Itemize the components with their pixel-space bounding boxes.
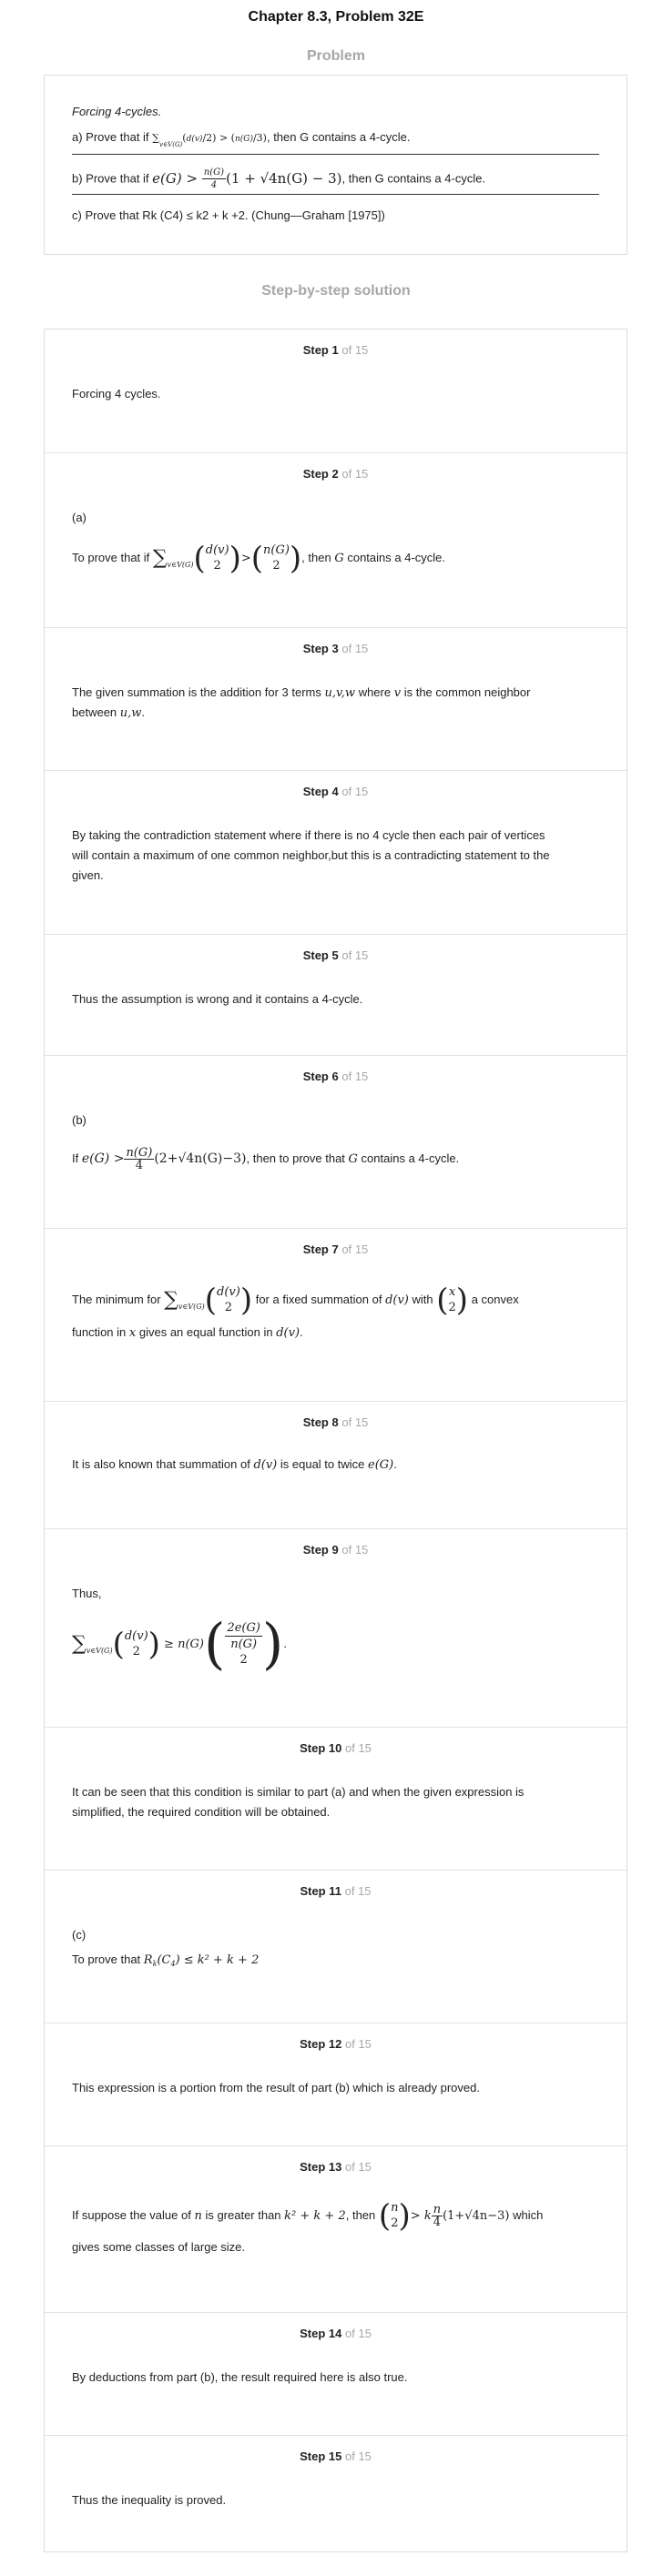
step-text: The given summation is the addition for 3 terms u,v,w where v is the common neighbor [72, 685, 531, 700]
step-text: If suppose the value of n is greater than k² + k + 2, then ( n 2 )> k $\frac{n}{4}$ (1+√4n−3) which [72, 2197, 544, 2235]
solution-box [44, 329, 627, 2552]
step-header: Step 2 of 15 [302, 467, 369, 481]
step-5 [45, 934, 626, 1055]
step-header: Step 3 of 15 [302, 642, 369, 655]
step-7 [45, 1228, 626, 1401]
binomial: ( d(v) 2 ) [112, 1626, 160, 1663]
binomial: ( x 2 ) [436, 1282, 469, 1319]
step-text: Thus the assumption is wrong and it contains a 4-cycle. [72, 992, 363, 1006]
step-header: Step 1 of 15 [302, 343, 369, 357]
step-header: Step 10 of 15 [300, 1741, 372, 1755]
inequality: $R_k(C_4) \le k^2 + k + 2$ [143, 1953, 260, 1968]
step-header: Step 5 of 15 [302, 948, 369, 962]
step-text: Forcing 4 cycles. [72, 387, 161, 401]
step-text: This expression is a portion from the result of part (b) which is already proved. [72, 2081, 480, 2094]
part-a-suffix: , then G contains a 4-cycle. [266, 130, 411, 144]
solution-heading: Step-by-step solution [261, 283, 411, 299]
binomial: ( n 2 ) [378, 2197, 411, 2235]
fraction: $\frac{n}{4}$ [433, 2203, 442, 2230]
step-text: It is also known that summation of d(v) is equal to twice e(G). [72, 1457, 397, 1472]
step-text: simplified, the required condition will be obtained. [72, 1805, 331, 1819]
binomial: ( d(v) 2 ) [204, 1282, 253, 1319]
step-10 [45, 1727, 626, 1870]
step-12 [45, 2023, 626, 2145]
step-text: To prove that if $\sum_{v\in V(G)}$( d(v) 2 )>( n(G) 2 ), then G contains a 4-cycle. [72, 540, 446, 577]
binomial: ( n(G) 2 ) [250, 540, 302, 577]
step-header: Step 4 of 15 [302, 785, 369, 798]
step-text: It can be seen that this condition is similar to part (a) and when the given expression is [72, 1785, 524, 1799]
problem-divider [72, 194, 599, 195]
problem-heading: Problem [306, 48, 365, 64]
step-text: By taking the contradiction statement where if there is no 4 cycle then each pair of vertices [72, 828, 545, 842]
page-title: Chapter 8.3, Problem 32E [248, 9, 424, 25]
problem-intro: Forcing 4-cycles. [72, 105, 162, 118]
problem-divider [72, 154, 599, 155]
step-2 [45, 452, 626, 627]
step-15 [45, 2435, 626, 2553]
step-text: To prove that $R_k(C_4) \le k^2 + k + 2$ [72, 1952, 260, 1968]
problem-box [44, 75, 627, 255]
step-6 [45, 1055, 626, 1228]
step-text: will contain a maximum of one common neighbor,but this is a contradicting statement to the [72, 848, 550, 862]
part-a-prefix: a) Prove that if [72, 130, 149, 144]
step-formula: $\sum_{v\in V(G)}$( d(v) 2 ) ≥ n(G)( 2e(G) n(G) 2 ). [72, 1609, 599, 1686]
step-header: Step 8 of 15 [302, 1415, 369, 1429]
step-header: Step 6 of 15 [302, 1070, 369, 1083]
step-text: By deductions from part (b), the result required here is also true. [72, 2370, 408, 2384]
step-header: Step 9 of 15 [302, 1543, 369, 1557]
step-header: Step 11 of 15 [300, 1884, 372, 1898]
part-b-suffix: , then G contains a 4-cycle. [341, 171, 486, 186]
step-text: The minimum for $\sum_{v\in V(G)}$( d(v) 2 ) for a fixed summation of d(v) with ( x 2 ) a convex [72, 1282, 519, 1319]
step-1 [45, 330, 626, 452]
binomial: ( d(v) 2 ) [193, 540, 241, 577]
step-8 [45, 1401, 626, 1528]
step-text: (b) [72, 1113, 87, 1127]
part-b-prefix: b) Prove that if [72, 171, 149, 186]
step-header: Step 15 of 15 [300, 2449, 372, 2463]
step-11 [45, 1870, 626, 2023]
problem-part-b [72, 167, 599, 191]
step-text: Thus, [72, 1587, 102, 1600]
step-text: If e(G) > $\frac{n(G)}{4}$ (2+√4n(G)−3), then to prove that G contains a 4-cycle. [72, 1146, 460, 1173]
step-text: gives some classes of large size. [72, 2240, 246, 2254]
fraction: $\frac{n(G)}{4}$ [126, 1146, 153, 1173]
step-text: (c) [72, 1928, 87, 1942]
step-9 [45, 1528, 626, 1727]
step-3 [45, 627, 626, 770]
step-text: Thus the inequality is proved. [72, 2493, 227, 2507]
problem-part-c: c) Prove that Rk (C4) ≤ k2 + k +2. (Chung—Graham [1975]) [72, 208, 385, 222]
step-header: Step 14 of 15 [300, 2327, 372, 2340]
step-text: between u,w. [72, 705, 146, 720]
step-13 [45, 2145, 626, 2312]
step-14 [45, 2312, 626, 2435]
part-b-formula: e(G) > $\frac{n(G)}{4}$ (1 + √4n(G) − 3) [152, 167, 342, 190]
step-header: Step 7 of 15 [302, 1242, 369, 1256]
step-header: Step 12 of 15 [300, 2037, 372, 2051]
sum-symbol: ∑ [152, 546, 168, 570]
step-4 [45, 770, 626, 934]
step-text: (a) [72, 511, 87, 524]
problem-part-a [72, 130, 599, 148]
step-header: Step 13 of 15 [300, 2160, 372, 2174]
part-a-formula: $\sum_{v\in V(G)}(d(v)/2) > (n(G)/3)$ [152, 132, 267, 148]
step-text: given. [72, 868, 104, 882]
step-text: function in x gives an equal function in d(v). [72, 1325, 303, 1340]
binomial: ( 2e(G) n(G) 2 ) [204, 1612, 284, 1677]
